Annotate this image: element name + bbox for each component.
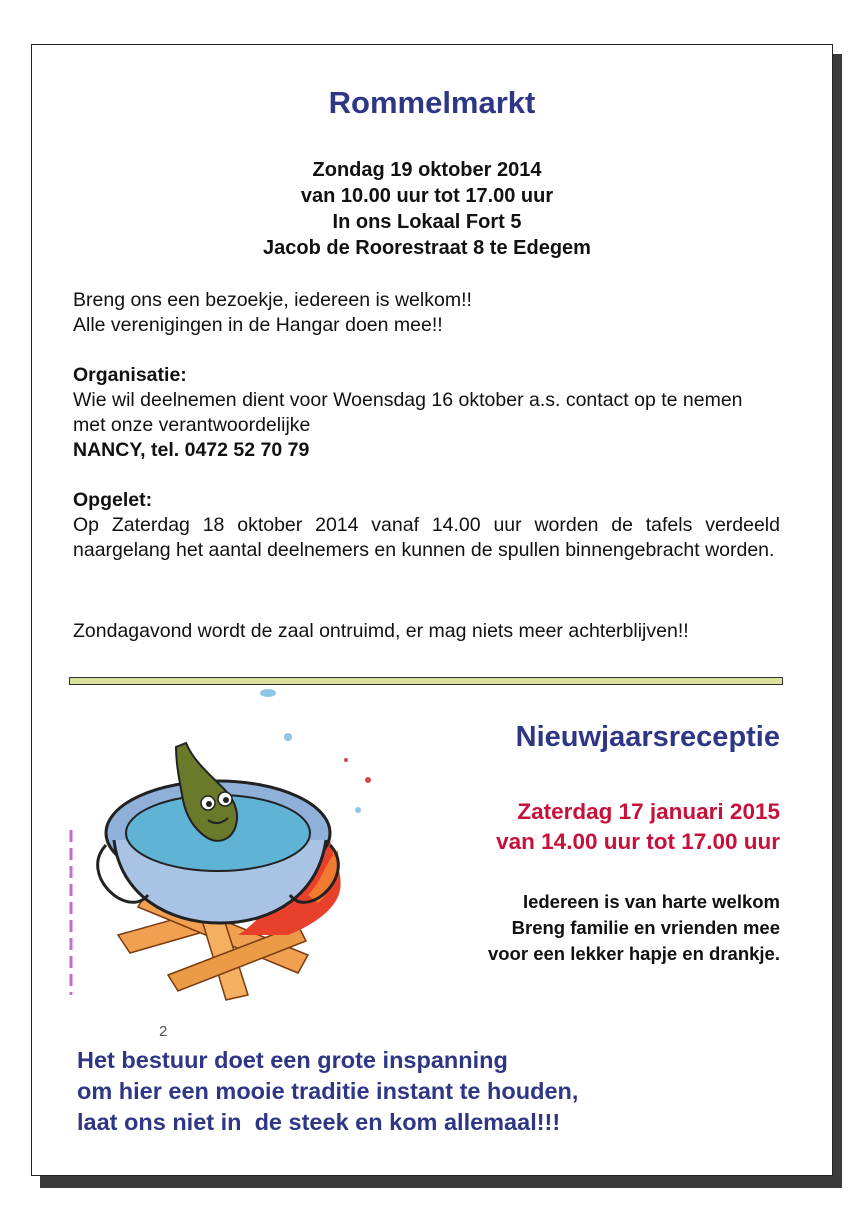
- rommelmarkt-closing: Zondagavond wordt de zaal ontruimd, er mag niets meer achterblijven!!: [73, 620, 689, 642]
- rommelmarkt-intro: [73, 288, 780, 338]
- organisatie-section: [73, 363, 780, 463]
- newsletter-page: [31, 44, 833, 1176]
- event-date: Zondag 19 oktober 2014: [312, 159, 542, 181]
- event-time: van 10.00 uur tot 17.00 uur: [300, 185, 554, 207]
- appeal-line: om hier een mooie traditie instant te houden,: [77, 1078, 579, 1104]
- event-address: Jacob de Roorestraat 8 te Edegem: [263, 237, 591, 259]
- opgelet-text: Op Zaterdag 18 oktober 2014 vanaf 14.00 uur worden de tafels verdeeld naargelang het aantal deelnemers en kunnen de spullen binnengebracht worden.: [73, 514, 780, 561]
- opgelet-section: [73, 488, 780, 563]
- organisatie-contact: NANCY, tel. 0472 52 70 79: [73, 439, 310, 461]
- appeal-line: Het bestuur doet een grote inspanning: [77, 1047, 508, 1073]
- event-location: In ons Lokaal Fort 5: [332, 211, 522, 233]
- bestuur-appeal: [77, 1045, 578, 1138]
- rommelmarkt-details: [32, 157, 822, 261]
- receptie-time: van 14.00 uur tot 17.00 uur: [496, 829, 780, 854]
- bottle-in-cauldron-over-fire-icon: [68, 685, 378, 1015]
- page-number: 2: [159, 1023, 168, 1040]
- receptie-datetime: [496, 797, 780, 857]
- appeal-line: laat ons niet in de steek en kom allemaal!!!: [77, 1109, 561, 1135]
- intro-line: Alle verenigingen in de Hangar doen mee!!: [73, 314, 443, 336]
- welcome-line: Breng familie en vrienden mee: [511, 917, 780, 938]
- receptie-welcome: [488, 889, 780, 967]
- organisatie-text: Wie wil deelnemen dient voor Woensdag 16 oktober a.s. contact op te nemen met onze verantwoordelijke: [73, 389, 743, 436]
- rommelmarkt-title: Rommelmarkt: [328, 85, 536, 120]
- opgelet-heading: Opgelet:: [73, 489, 153, 511]
- nieuwjaarsreceptie-title: Nieuwjaarsreceptie: [515, 721, 780, 753]
- receptie-date: Zaterdag 17 januari 2015: [517, 799, 780, 824]
- intro-line: Breng ons een bezoekje, iedereen is welkom!!: [73, 289, 472, 311]
- welcome-line: voor een lekker hapje en drankje.: [487, 943, 780, 964]
- organisatie-heading: Organisatie:: [73, 364, 187, 386]
- section-divider: [69, 677, 783, 685]
- welcome-line: Iedereen is van harte welkom: [522, 891, 780, 912]
